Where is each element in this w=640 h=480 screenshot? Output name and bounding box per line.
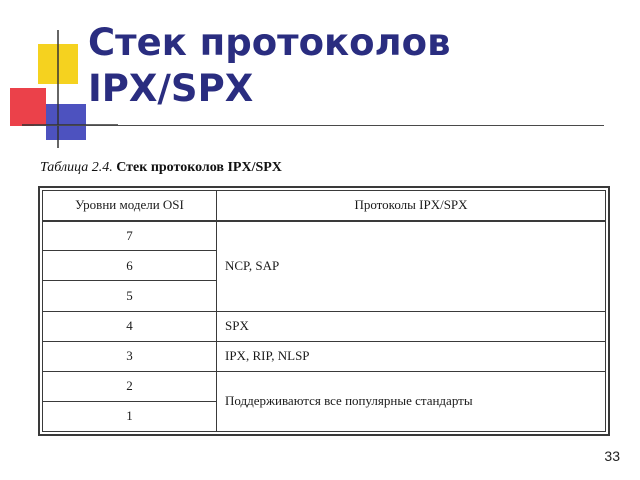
osi-level-2: 2 [43, 371, 217, 401]
table-row [43, 341, 606, 371]
header-protocols: Протоколы IPX/SPX [217, 191, 606, 221]
header-osi-levels: Уровни модели OSI [43, 191, 217, 221]
protocols-network: IPX, RIP, NLSP [217, 341, 606, 371]
osi-level-5: 5 [43, 281, 217, 311]
slide-title-line2: IPX/SPX [88, 67, 254, 110]
osi-level-7: 7 [43, 221, 217, 251]
table-row [43, 311, 606, 341]
table-header-row [43, 191, 606, 221]
protocol-table-frame [38, 186, 610, 436]
table-row [43, 371, 606, 401]
osi-level-3: 3 [43, 341, 217, 371]
osi-level-4: 4 [43, 311, 217, 341]
table-caption [40, 160, 282, 176]
page-number: 33 [604, 448, 620, 464]
caption-text: Стек протоколов IPX/SPX [116, 160, 282, 175]
protocols-lower-layers: Поддерживаются все популярные стандарты [217, 371, 606, 431]
protocol-table [42, 190, 606, 432]
title-divider [34, 125, 604, 126]
slide-title-line1: Стек протоколов [88, 21, 451, 64]
protocols-transport: SPX [217, 311, 606, 341]
table-row [43, 221, 606, 251]
osi-level-6: 6 [43, 251, 217, 281]
slide-title [88, 20, 450, 112]
osi-level-1: 1 [43, 401, 217, 431]
protocols-upper-layers: NCP, SAP [217, 221, 606, 311]
caption-prefix: Таблица 2.4. [40, 160, 113, 175]
